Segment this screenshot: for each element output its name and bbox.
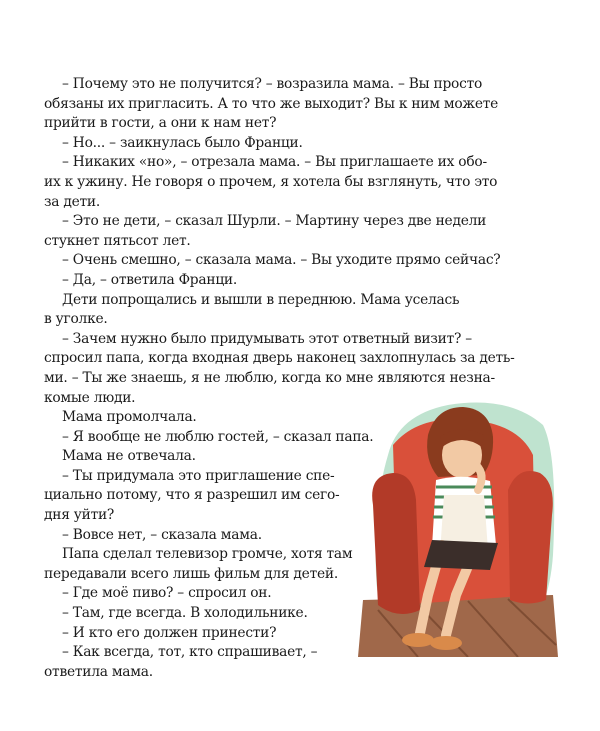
text-line: – Там, где всегда. В холодильнике.: [62, 605, 308, 622]
text-line: – Никаких «но», – отрезала мама. – Вы приглашаете их обо-: [62, 154, 487, 171]
text-line: – Почему это не получится? – возразила мама. – Вы просто: [62, 76, 483, 92]
text-line: – Где моё пиво? – спросил он.: [62, 585, 272, 602]
text-line: за дети.: [44, 193, 101, 210]
text-line: Мама не отвечала.: [62, 448, 196, 465]
text-line: в уголке.: [44, 311, 108, 328]
text-line: – Зачем нужно было придумывать этот ответный визит? –: [62, 330, 472, 347]
text-line: обязаны их пригласить. А то что же выходит? Вы к ним можете: [44, 95, 499, 112]
text-line: – Но... – заикнулась было Франци.: [62, 134, 303, 151]
text-line: – Вовсе нет, – сказала мама.: [62, 526, 262, 543]
text-line: передавали всего лишь фильм для детей.: [44, 565, 338, 582]
text-line: спросил папа, когда входная дверь наконец захлопнулась за деть-: [44, 350, 515, 367]
text-line: Мама промолчала.: [62, 409, 197, 426]
text-line: Папа сделал телевизор громче, хотя там: [62, 546, 353, 563]
text-line: ответила мама.: [44, 663, 153, 680]
text-line: – Как всегда, тот, кто спрашивает, –: [62, 644, 318, 661]
text-line: ми. – Ты же знаешь, я не люблю, когда ко мне являются незна-: [44, 369, 495, 386]
text-line: стукнет пятьсот лет.: [44, 232, 191, 249]
text-line: – Это не дети, – сказал Шурли. – Мартину через две недели: [62, 213, 487, 230]
text-line: – Да, – ответила Франци.: [62, 271, 238, 288]
text-line: прийти в гости, а они к нам нет?: [44, 115, 277, 132]
text-line: дня уйти?: [44, 507, 115, 524]
text-line: комые люди.: [44, 389, 136, 406]
text-line: – Очень смешно, – сказала мама. – Вы уходите прямо сейчас?: [62, 252, 501, 269]
text-line: – И кто его должен принести?: [62, 624, 277, 641]
text-line: их к ужину. Не говоря о прочем, я хотела бы взглянуть, что это: [44, 173, 498, 190]
text-line: Дети попрощались и вышли в переднюю. Мама уселась: [62, 291, 460, 308]
text-line: циально потому, что я разрешил им сего-: [44, 487, 340, 504]
text-line: – Я вообще не люблю гостей, – сказал папа.: [62, 428, 374, 445]
text-line: – Ты придумала это приглашение спе-: [62, 467, 335, 484]
illustration-woman-in-armchair: [358, 395, 558, 657]
